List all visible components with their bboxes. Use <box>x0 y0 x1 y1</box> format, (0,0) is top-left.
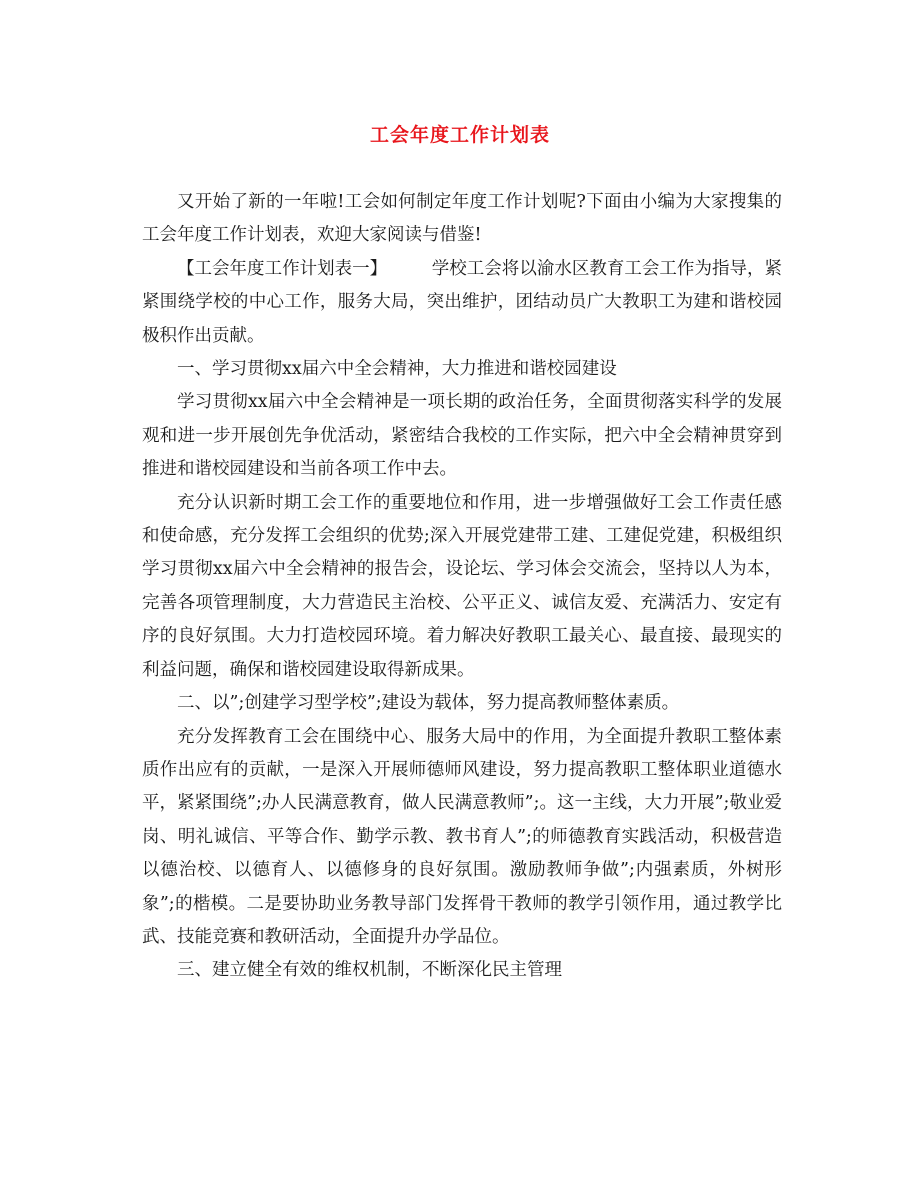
section-heading-one: 一、学习贯彻xx届六中全会精神，大力推进和谐校园建设 <box>177 359 617 380</box>
section-heading-two: 二、以”;创建学习型学校”;建设为载体，努力提高教师整体素质。 <box>177 693 680 714</box>
paragraph-study: 学习贯彻xx届六中全会精神是一项长期的政治任务，全面贯彻落实科学的发展观和进一步开展创先争优活动，紧密结合我校的工作实际，把六中全会精神贯穿到推进和谐校园建设和当前各项工作中去。 <box>142 392 782 480</box>
section-heading-three: 三、建立健全有效的维权机制，不断深化民主管理 <box>177 960 562 981</box>
paragraph-plan-one <box>142 253 782 353</box>
paragraph-plan-one-text: 【工会年度工作计划表一】 学校工会将以渝水区教育工会工作为指导，紧紧围绕学校的中心工作，服务大局，突出维护，团结动员广大教职工为建和谐校园极积作出贡献。 <box>142 258 782 346</box>
document-body <box>142 186 782 988</box>
paragraph-quality: 充分发挥教育工会在围绕中心、服务大局中的作用，为全面提升教职工整体素质作出应有的贡献，一是深入开展师德师风建设，努力提高教职工整体职业道德水平，紧紧围绕”;办人民满意教育，做人民满意教师”;。这一主线，大力开展”;敬业爱岗、明礼诚信、平等合作、勤学示教、教书育人”;的师德教育实践活动，积极营造以德治校、以德育人、以德修身的良好氛围。激励教师争做”;内强素质，外树形象”;的楷模。二是要协助业务教导部门发挥骨干教师的教学引领作用，通过教学比武、技能竞赛和教研活动，全面提升办学品位。 <box>142 726 782 947</box>
paragraph-intro: 又开始了新的一年啦!工会如何制定年度工作计划呢?下面由小编为大家搜集的工会年度工作计划表，欢迎大家阅读与借鉴! <box>142 192 782 246</box>
document-title: 工会年度工作计划表 <box>369 124 550 146</box>
paragraph-awareness: 充分认识新时期工会工作的重要地位和作用，进一步增强做好工会工作责任感和使命感，充分发挥工会组织的优势;深入开展党建带工建、工建促党建，积极组织学习贯彻xx届六中全会精神的报告会，设论坛、学习体会交流会，坚持以人为本，完善各项管理制度，大力营造民主治校、公平正义、诚信友爱、充满活力、安定有序的良好氛围。大力打造校园环境。着力解决好教职工最关心、最直接、最现实的利益问题，确保和谐校园建设取得新成果。 <box>142 492 782 680</box>
